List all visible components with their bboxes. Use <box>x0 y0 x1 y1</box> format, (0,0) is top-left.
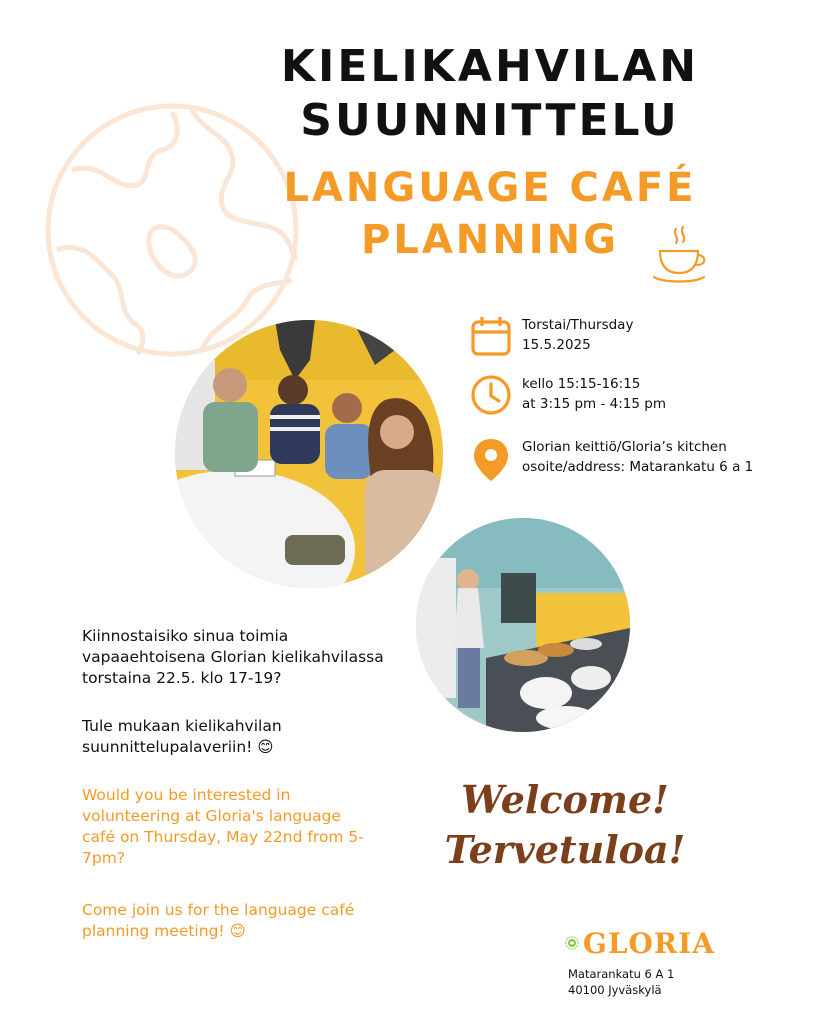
address-line2: 40100 Jyväskylä <box>568 983 662 997</box>
en-question-line1: Would you be interested in <box>82 786 291 804</box>
info-date <box>470 315 810 357</box>
gloria-logo <box>565 923 715 963</box>
title-en-line2: PLANNING <box>361 217 619 263</box>
photo-group-at-table <box>175 320 443 588</box>
time-line1: kello 15:15-16:15 <box>522 376 641 392</box>
place-line1: Glorian keittiö/Gloria’s kitchen <box>522 439 727 455</box>
gloria-logo-text: GLORIA <box>582 926 715 960</box>
place-line2: osoite/address: Matarankatu 6 a 1 <box>522 459 754 475</box>
time-line2: at 3:15 pm - 4:15 pm <box>522 396 666 412</box>
location-pin-icon <box>470 437 512 479</box>
coffee-cup-icon <box>650 225 712 291</box>
english-question <box>82 785 412 869</box>
en-question-line2: volunteering at Gloria's language <box>82 807 341 825</box>
finnish-invite <box>82 716 412 758</box>
en-question-line4: 7pm? <box>82 849 126 867</box>
photo-kitchen-buffet <box>416 518 630 732</box>
welcome-english: Welcome! <box>461 777 669 822</box>
fi-invite-line2: suunnittelupalaveriin! 😊 <box>82 738 274 756</box>
gloria-logo-emblem-icon <box>565 924 579 962</box>
fi-question-line3: torstaina 22.5. klo 17-19? <box>82 669 282 687</box>
english-invite <box>82 900 412 942</box>
title-fi-line1: KIELIKAHVILAN <box>280 41 700 92</box>
title-en-line1: LANGUAGE CAFÉ <box>283 165 697 211</box>
date-line2: 15.5.2025 <box>522 337 591 353</box>
fi-question-line2: vapaaehtoisena Glorian kielikahvilassa <box>82 648 384 666</box>
address-line1: Matarankatu 6 A 1 <box>568 967 675 981</box>
en-invite-line1: Come join us for the language café <box>82 901 355 919</box>
finnish-question <box>82 626 412 689</box>
title-finnish <box>240 40 740 148</box>
welcome-greeting <box>440 775 690 875</box>
title-fi-line2: SUUNNITTELU <box>300 95 680 146</box>
date-line1: Torstai/Thursday <box>522 317 634 333</box>
fi-invite-line1: Tule mukaan kielikahvilan <box>82 717 282 735</box>
welcome-finnish: Tervetuloa! <box>444 827 686 872</box>
calendar-icon <box>470 315 512 357</box>
info-time <box>470 374 810 416</box>
fi-question-line1: Kiinnostaisiko sinua toimia <box>82 627 289 645</box>
en-question-line3: café on Thursday, May 22nd from 5- <box>82 828 364 846</box>
en-invite-line2: planning meeting! 😊 <box>82 922 246 940</box>
clock-icon <box>470 374 512 416</box>
info-place <box>470 437 810 479</box>
gloria-address <box>568 966 674 998</box>
